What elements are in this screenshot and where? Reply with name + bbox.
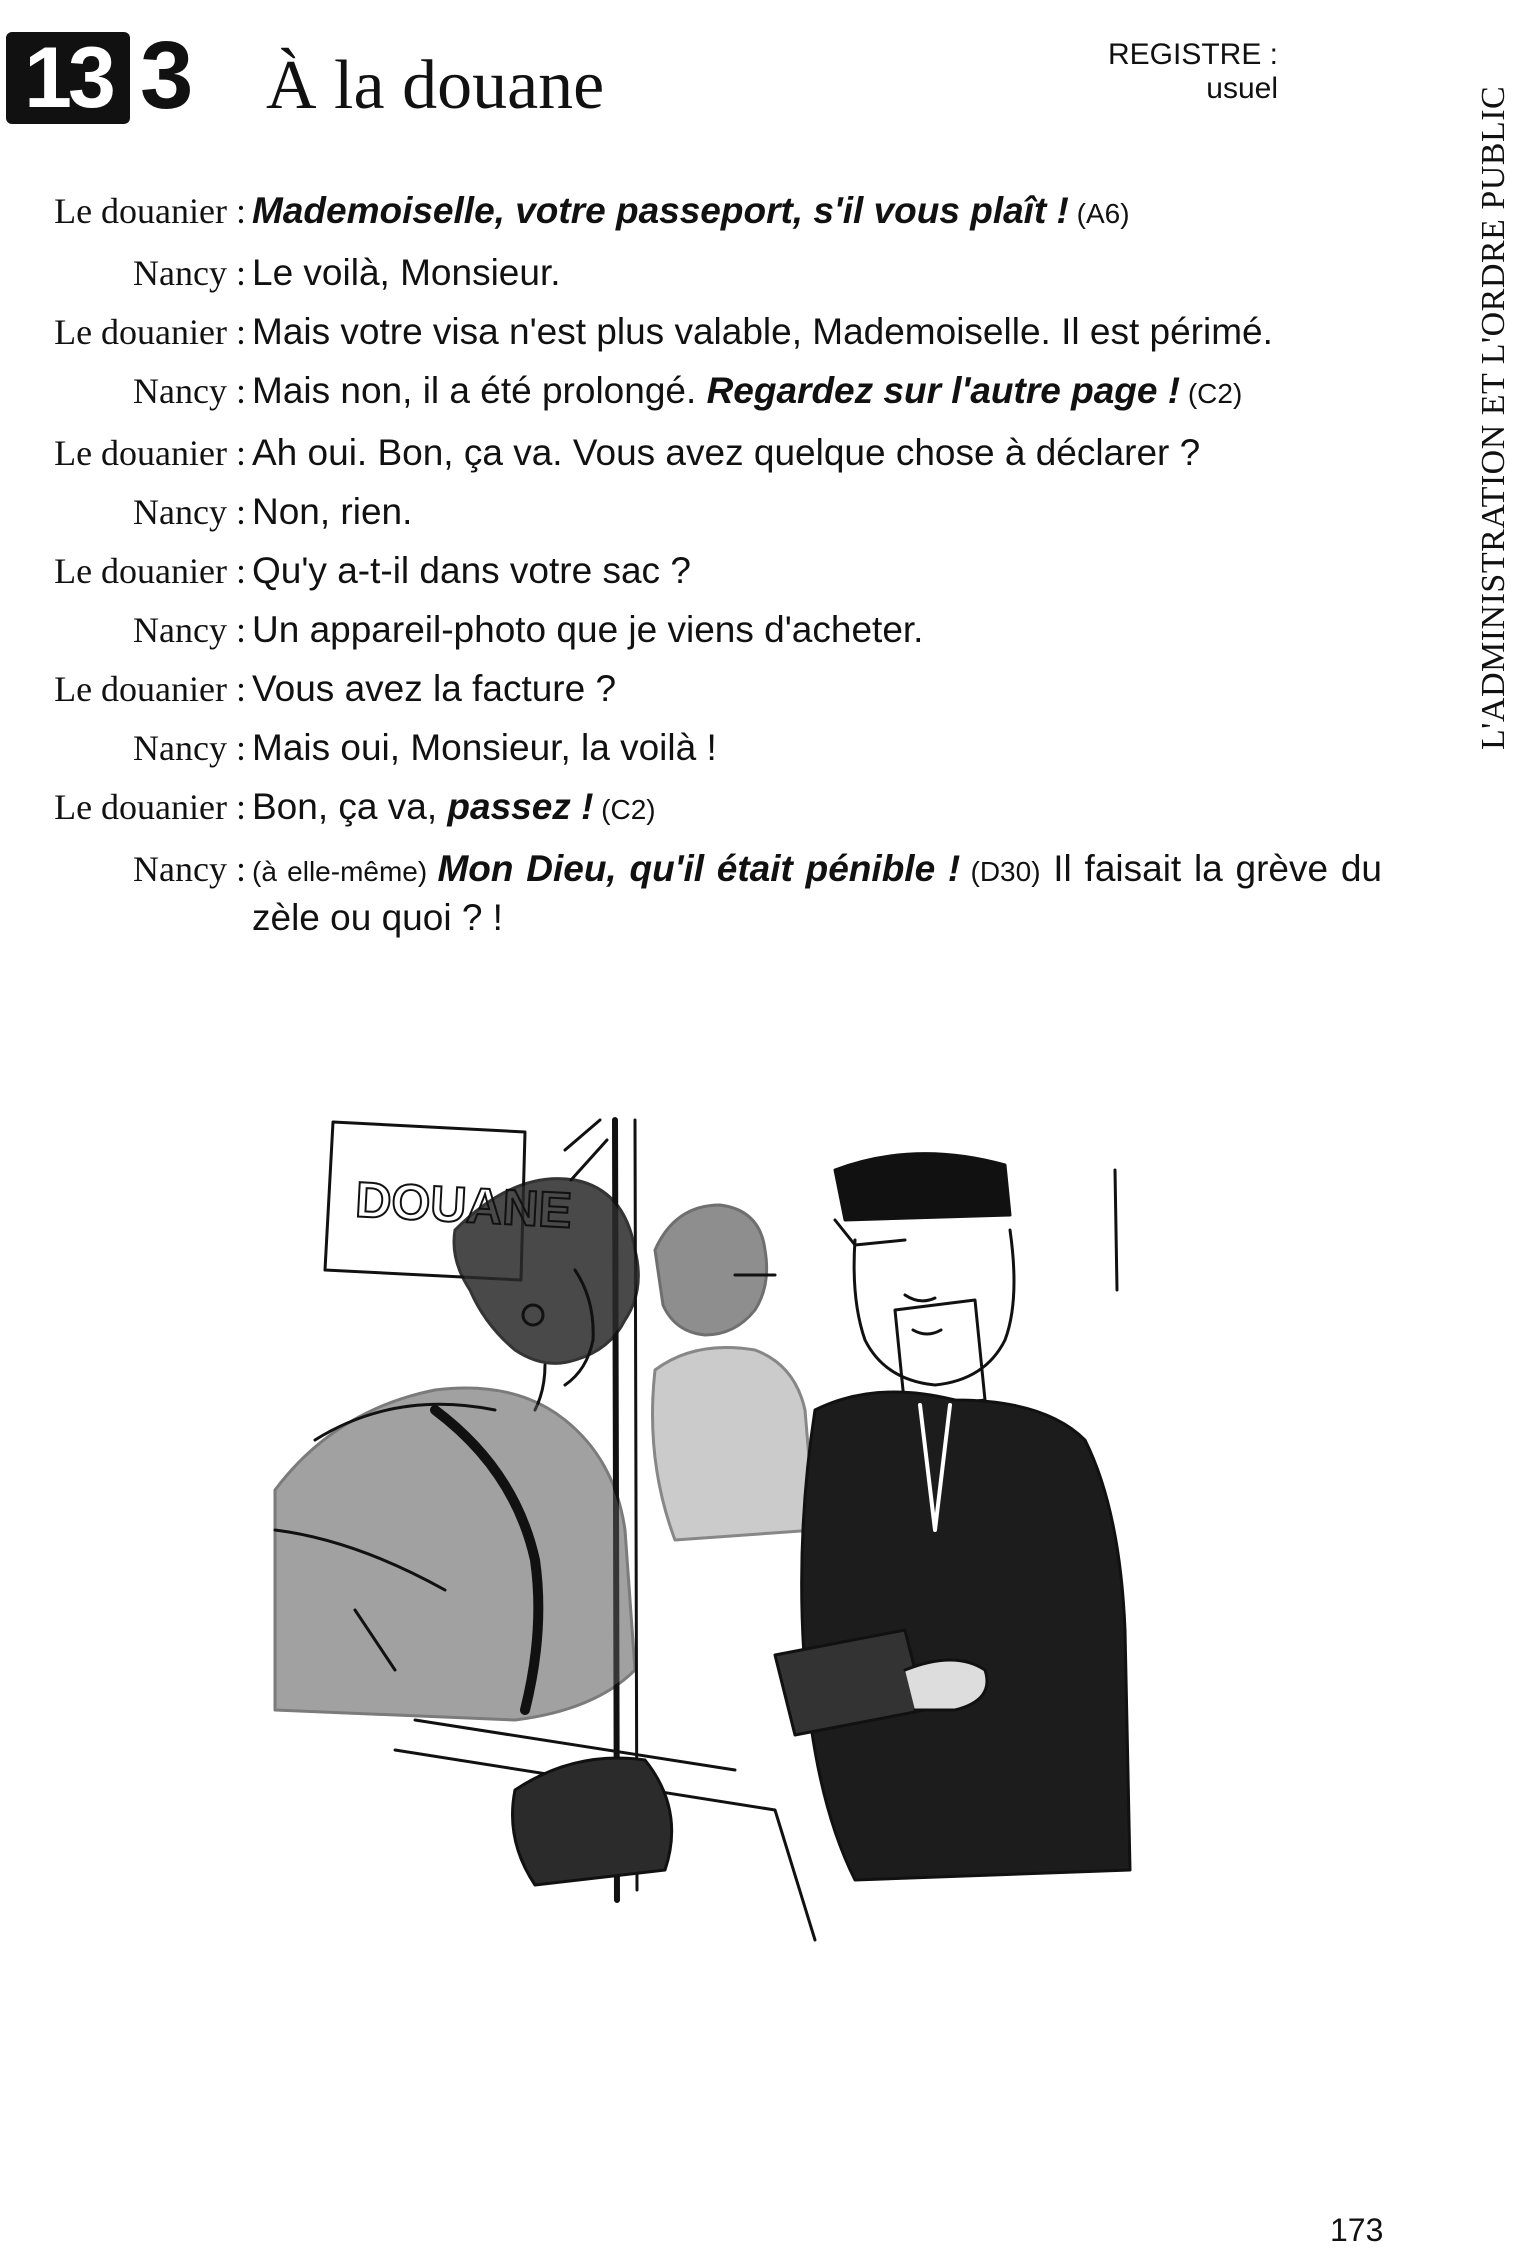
speaker-name: Nancy : <box>133 253 246 293</box>
dialogue-line <box>0 846 1400 941</box>
page-title: À la douane <box>266 47 605 124</box>
speaker-name: Le douanier : <box>54 787 246 827</box>
speech-fragment: Mais oui, Monsieur, la voilà ! <box>252 727 717 768</box>
speaker-name: Nancy : <box>133 492 246 532</box>
reference-note: (C2) <box>593 794 656 825</box>
dialogue-line <box>0 607 1400 653</box>
speaker-name: Nancy : <box>133 610 246 650</box>
lesson-subnumber: 3 <box>140 22 194 129</box>
header <box>0 0 1400 150</box>
speech-text <box>252 666 1382 712</box>
speech-text <box>252 548 1382 594</box>
speech-fragment: Mais non, il a été prolongé. <box>252 370 707 411</box>
speech-text <box>252 489 1382 535</box>
speaker-name: Nancy : <box>133 371 246 411</box>
dialogue-line <box>0 188 1400 237</box>
speaker-name: Le douanier : <box>54 191 246 231</box>
lesson-number-badge: 13 <box>6 32 130 124</box>
speech-text <box>252 368 1382 417</box>
speech-text <box>252 607 1382 653</box>
side-section-title: L'ADMINISTRATION ET L'ORDRE PUBLIC <box>1475 85 1512 750</box>
speech-fragment: Un appareil-photo que je viens d'acheter. <box>252 609 924 650</box>
speaker-name: Nancy : <box>133 849 246 889</box>
speech-fragment: Qu'y a-t-il dans votre sac ? <box>252 550 691 591</box>
dialogue-line <box>0 725 1400 771</box>
speech-text <box>252 430 1382 476</box>
speaker-name: Le douanier : <box>54 551 246 591</box>
speech-text <box>252 188 1382 237</box>
speech-fragment: Bon, ça va, <box>252 786 448 827</box>
speech-text <box>252 725 1382 771</box>
dialogue-line <box>0 309 1400 355</box>
speech-text <box>252 846 1382 941</box>
customs-scene-drawing <box>215 1110 1215 1940</box>
speaker-name: Le douanier : <box>54 312 246 352</box>
speech-text <box>252 309 1382 355</box>
speech-text <box>252 250 1382 296</box>
speaker-name: Le douanier : <box>54 669 246 709</box>
emphasized-phrase: Regardez sur l'autre page ! <box>706 370 1181 411</box>
dialogue-line <box>0 666 1400 712</box>
emphasized-phrase: Mademoiselle, votre passeport, s'il vous plaît ! <box>252 190 1069 231</box>
emphasized-phrase: passez ! <box>447 786 594 827</box>
speech-fragment: Le voilà, Monsieur. <box>252 252 561 293</box>
dialogue <box>0 188 1400 954</box>
douane-sign-text: DOUANE <box>353 1171 574 1239</box>
emphasized-phrase: Mon Dieu, qu'il était pénible ! <box>437 848 961 889</box>
dialogue-line <box>0 548 1400 594</box>
speaker-name: Le douanier : <box>54 433 246 473</box>
register-label: REGISTRE : <box>1107 38 1278 71</box>
reference-note: (C2) <box>1180 378 1243 409</box>
register-value: usuel <box>1206 72 1278 105</box>
page-number: 173 <box>1330 2212 1384 2248</box>
dialogue-line <box>0 368 1400 417</box>
reference-note: (A6) <box>1068 198 1130 229</box>
dialogue-line <box>0 250 1400 296</box>
reference-note: (D30) <box>960 856 1041 887</box>
dialogue-line <box>0 430 1400 476</box>
reference-note: (à elle-même) <box>252 856 438 887</box>
speech-fragment: Non, rien. <box>252 491 413 532</box>
customs-illustration <box>215 1110 1215 1940</box>
speech-fragment: Il faisait la grève du zèle ou quoi ? ! <box>252 848 1382 938</box>
speech-fragment: Mais votre visa n'est plus valable, Mademoiselle. Il est périmé. <box>252 311 1273 352</box>
speaker-name: Nancy : <box>133 728 246 768</box>
speech-text <box>252 784 1382 833</box>
dialogue-line <box>0 784 1400 833</box>
register-note <box>978 38 1278 106</box>
speech-fragment: Ah oui. Bon, ça va. Vous avez quelque chose à déclarer ? <box>252 432 1201 473</box>
dialogue-line <box>0 489 1400 535</box>
speech-fragment: Vous avez la facture ? <box>252 668 617 709</box>
